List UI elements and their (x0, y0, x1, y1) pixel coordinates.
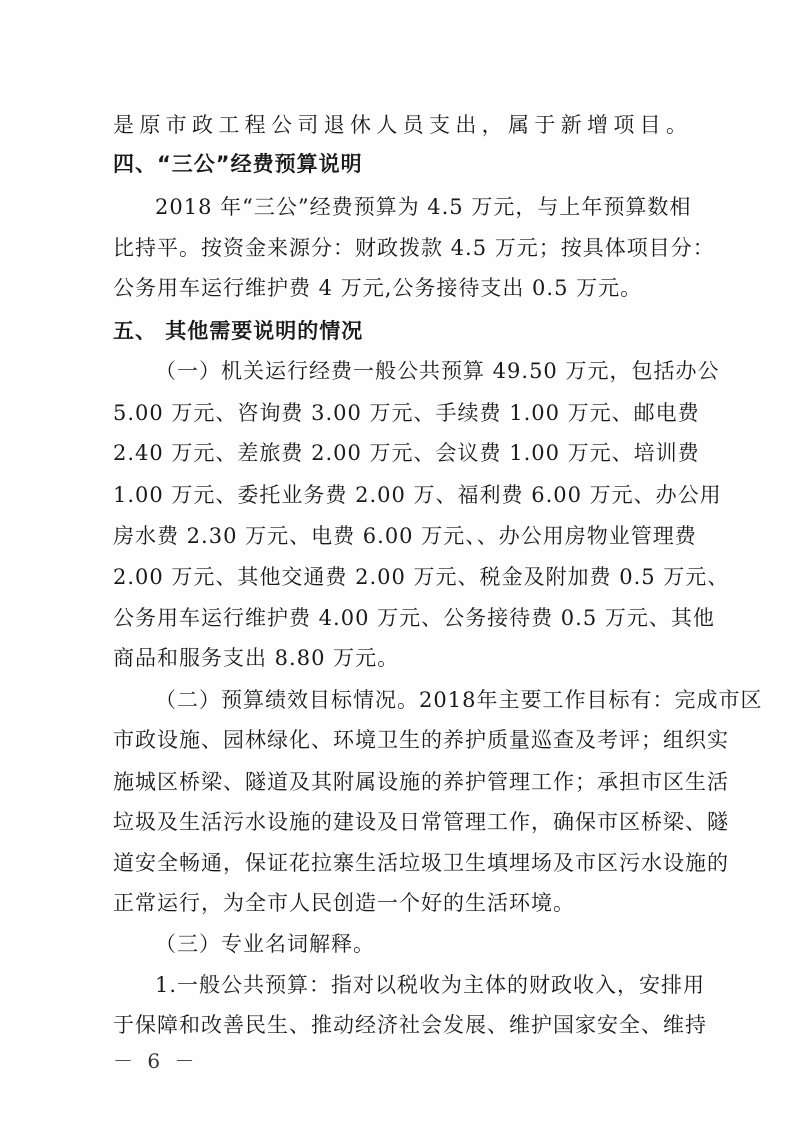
body-line-8: 5.00 万元、咨询费 3.00 万元、手续费 1.00 万元、邮电费 (113, 401, 700, 425)
section-heading-4: 四、“三公”经费预算说明 (113, 152, 363, 176)
body-line-23: 于保障和改善民生、推动经济社会发展、维护国家安全、维持 (113, 1013, 707, 1037)
body-line-10: 1.00 万元、委托业务费 2.00 万、福利费 6.00 万元、办公用 (113, 483, 722, 507)
body-line-21: （三）专业名词解释。 (155, 932, 375, 956)
body-line-4: 比持平。按资金来源分：财政拨款 4.5 万元；按具体项目分： (113, 236, 715, 260)
body-line-22: 1.一般公共预算：指对以税收为主体的财政收入，安排用 (155, 973, 706, 997)
section-heading-5: 五、 其他需要说明的情况 (113, 319, 364, 343)
body-line-17: 施城区桥梁、隧道及其附属设施的养护管理工作；承担市区生活 (113, 770, 729, 794)
body-line-19: 道安全畅通，保证花拉寨生活垃圾卫生填埋场及市区污水设施的 (113, 851, 729, 875)
page-number: － 6 － (113, 1049, 199, 1073)
body-line-11: 房水费 2.30 万元、电费 6.00 万元、、办公用房物业管理费 (113, 524, 697, 548)
body-line-1: 是原市政工程公司退休人员支出，属于新增项目。 (113, 113, 688, 137)
body-line-14: 商品和服务支出 8.80 万元。 (113, 646, 400, 670)
body-line-15: （二）预算绩效目标情况。2018年主要工作目标有：完成市区 (155, 688, 763, 712)
body-line-3: 2018 年“三公”经费预算为 4.5 万元，与上年预算数相 (155, 195, 692, 219)
body-line-18: 垃圾及生活污水设施的建设及日常管理工作，确保市区桥梁、隧 (113, 810, 729, 834)
body-line-13: 公务用车运行维护费 4.00 万元、公务接待费 0.5 万元、其他 (113, 606, 715, 630)
body-line-5: 公务用车运行维护费 4 万元,公务接待支出 0.5 万元。 (113, 276, 643, 300)
body-line-7: （一）机关运行经费一般公共预算 49.50 万元，包括办公 (155, 359, 720, 383)
body-line-9: 2.40 万元、差旅费 2.00 万元、会议费 1.00 万元、培训费 (113, 441, 700, 465)
body-line-20: 正常运行，为全市人民创造一个好的生活环境。 (113, 891, 575, 915)
body-line-12: 2.00 万元、其他交通费 2.00 万元、税金及附加费 0.5 万元、 (113, 565, 730, 589)
body-line-16: 市政设施、园林绿化、环境卫生的养护质量巡查及考评；组织实 (113, 728, 729, 752)
